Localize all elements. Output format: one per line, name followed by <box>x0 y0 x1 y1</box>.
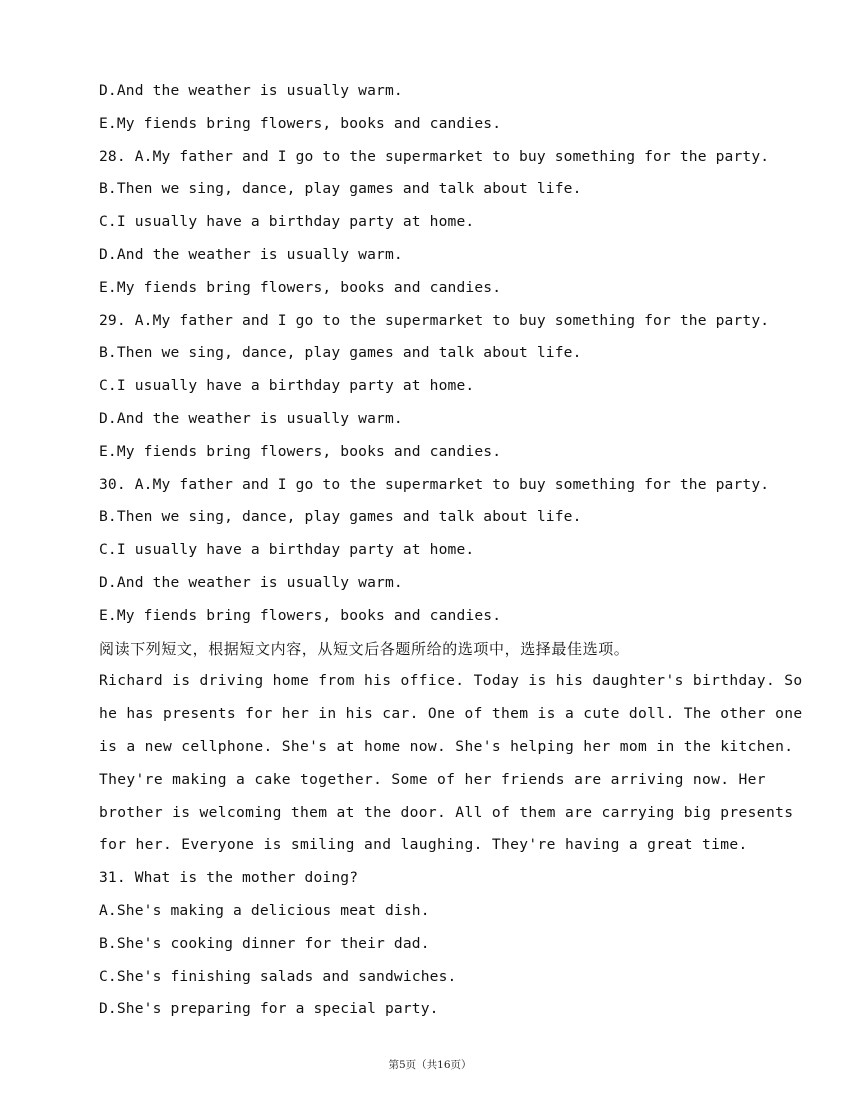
option-line: D.And the weather is usually warm. <box>99 573 403 591</box>
question-line: 30. A.My father and I go to the supermarket to buy something for the party. <box>99 475 770 493</box>
option-line: B.Then we sing, dance, play games and talk about life. <box>99 508 582 526</box>
page-footer: 第5页（共16页） <box>388 1059 472 1071</box>
passage-line: Richard is driving home from his office. Today is his daughter's birthday. So <box>99 672 803 690</box>
passage-line: he has presents for her in his car. One of them is a cute doll. The other one <box>99 705 803 723</box>
option-line: E.My fiends bring flowers, books and candies. <box>99 442 502 460</box>
page-content <box>99 78 803 1029</box>
option-line: C.I usually have a birthday party at home. <box>99 541 475 559</box>
option-line: B.Then we sing, dance, play games and talk about life. <box>99 180 582 198</box>
option-line: B.She's cooking dinner for their dad. <box>99 934 430 952</box>
option-line: C.I usually have a birthday party at home. <box>99 213 475 231</box>
option-line: A.She's making a delicious meat dish. <box>99 901 430 919</box>
passage-line: is a new cellphone. She's at home now. She's helping her mom in the kitchen. <box>99 737 794 755</box>
option-line: D.And the weather is usually warm. <box>99 409 403 427</box>
option-line: E.My fiends bring flowers, books and candies. <box>99 114 502 132</box>
question-line: 28. A.My father and I go to the supermarket to buy something for the party. <box>99 147 770 165</box>
passage-line: brother is welcoming them at the door. All of them are carrying big presents <box>99 803 794 821</box>
option-line: C.I usually have a birthday party at home. <box>99 377 475 395</box>
option-line: D.And the weather is usually warm. <box>99 245 403 263</box>
question-line: 29. A.My father and I go to the supermarket to buy something for the party. <box>99 311 770 329</box>
option-line: D.And the weather is usually warm. <box>99 82 403 99</box>
option-line: D.She's preparing for a special party. <box>99 1000 439 1018</box>
option-line: E.My fiends bring flowers, books and candies. <box>99 278 502 296</box>
passage-line: for her. Everyone is smiling and laughing. They're having a great time. <box>99 836 748 854</box>
option-line: E.My fiends bring flowers, books and candies. <box>99 606 502 624</box>
reading-instruction: 阅读下列短文，根据短文内容，从短文后各题所给的选项中，选择最佳选项。 <box>99 639 630 658</box>
option-line: B.Then we sing, dance, play games and talk about life. <box>99 344 582 362</box>
option-line: C.She's finishing salads and sandwiches. <box>99 967 457 985</box>
question-line: 31. What is the mother doing? <box>99 869 359 887</box>
passage-line: They're making a cake together. Some of her friends are arriving now. Her <box>99 770 766 788</box>
